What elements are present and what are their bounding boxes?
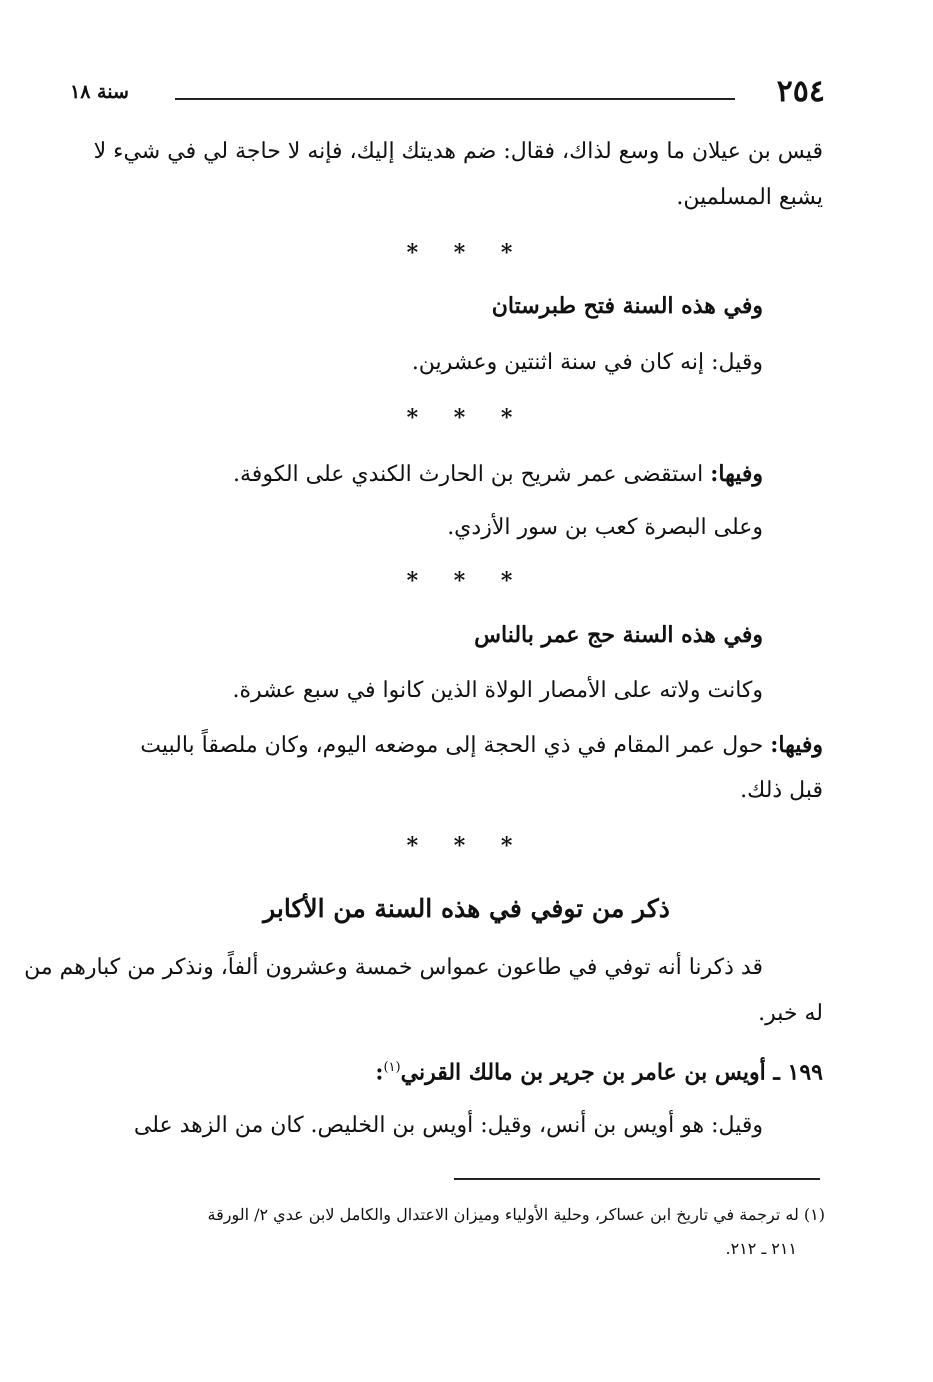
paragraph-line: وقيل: هو أويس بن أنس، وقيل: أويس بن الخليص. كان من الزهد على xyxy=(133,1113,763,1138)
section-heading: ذكر من توفي في هذه السنة من الأكابر xyxy=(263,894,670,923)
paragraph-line: قبل ذلك. xyxy=(740,778,823,803)
section-divider: * * * xyxy=(406,568,527,594)
footnote-rule xyxy=(454,1178,820,1180)
entry-title-text: ١٩٩ ـ أويس بن عامر بن جرير بن مالك القرني xyxy=(400,1059,823,1086)
entry-title xyxy=(375,1050,823,1090)
paragraph-lead: وفيها: xyxy=(710,461,763,487)
paragraph-text: استقضى عمر شريح بن الحارث الكندي على الكوفة. xyxy=(233,462,711,487)
paragraph-line: يشبع المسلمين. xyxy=(676,185,823,210)
section-divider: * * * xyxy=(406,833,527,859)
entry-title-colon: : xyxy=(375,1059,384,1086)
paragraph-line xyxy=(233,456,763,493)
running-head: سنة ١٨ xyxy=(70,81,129,103)
paragraph-line: قيس بن عيلان ما وسع لذاك، فقال: ضم هديتك إليك، فإنه لا حاجة لي في شيء لا xyxy=(93,139,823,164)
page-header xyxy=(70,72,825,112)
paragraph-line: وكانت ولاته على الأمصار الولاة الذين كانوا في سبع عشرة. xyxy=(232,678,763,703)
footnote-line: (١) له ترجمة في تاريخ ابن عساكر، وحلية الأولياء وميزان الاعتدال والكامل لابن عدي ٢/ الورقة xyxy=(207,1205,825,1224)
page-number: ٢٥٤ xyxy=(776,74,825,109)
paragraph-text: حول عمر المقام في ذي الحجة إلى موضعه اليوم، وكان ملصقاً بالبيت xyxy=(140,733,771,758)
section-divider: * * * xyxy=(406,240,527,266)
paragraph-line: له خبر. xyxy=(758,1001,823,1026)
paragraph-line xyxy=(140,727,823,764)
section-divider: * * * xyxy=(406,405,527,431)
footnote-line: ٢١١ ـ ٢١٢. xyxy=(725,1239,797,1258)
footnote xyxy=(80,1198,825,1266)
section-title: وفي هذه السنة فتح طبرستان xyxy=(491,293,763,319)
paragraph-line: وقيل: إنه كان في سنة اثنتين وعشرين. xyxy=(411,350,763,375)
footnote-marker: (١) xyxy=(383,1060,401,1075)
paragraph-line: وعلى البصرة كعب بن سور الأزدي. xyxy=(447,515,763,540)
paragraph-lead: وفيها: xyxy=(770,732,823,758)
paragraph-line: قد ذكرنا أنه توفي في طاعون عمواس خمسة وعشرون ألفاً، ونذكر من كبارهم من xyxy=(24,955,763,980)
section-title: وفي هذه السنة حج عمر بالناس xyxy=(474,622,763,648)
header-rule xyxy=(175,98,735,100)
